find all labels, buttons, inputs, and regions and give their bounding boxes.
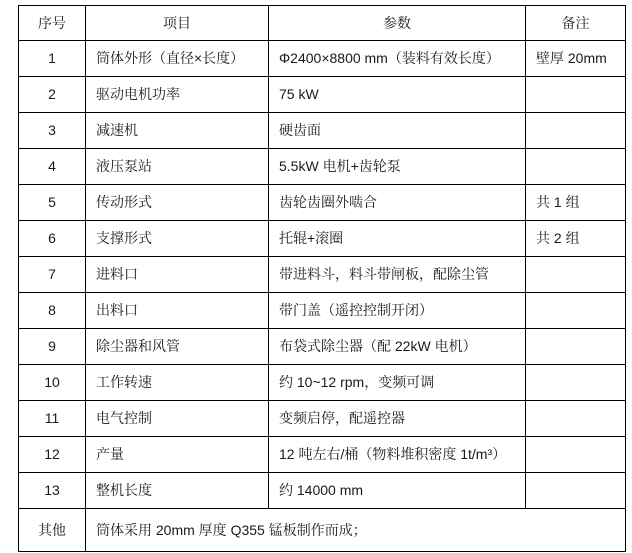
cell-param: 布袋式除尘器（配 22kW 电机） [269,329,526,365]
cell-note [526,113,626,149]
cell-param: 约 14000 mm [269,473,526,509]
cell-item: 液压泵站 [86,149,269,185]
cell-note: 壁厚 20mm [526,41,626,77]
cell-no: 9 [19,329,86,365]
cell-item: 出料口 [86,293,269,329]
spec-table-container [18,5,626,552]
cell-param: 带进料斗，料斗带闸板，配除尘管 [269,257,526,293]
cell-item: 除尘器和风管 [86,329,269,365]
cell-item: 电气控制 [86,401,269,437]
cell-item: 驱动电机功率 [86,77,269,113]
cell-note [526,401,626,437]
table-row [19,329,626,365]
header-cell-no: 序号 [19,6,86,41]
table-row [19,77,626,113]
cell-no: 8 [19,293,86,329]
spec-table [18,5,626,552]
footer-label-cell: 其他 [19,509,86,552]
cell-note [526,329,626,365]
cell-param: Φ2400×8800 mm（装料有效长度） [269,41,526,77]
cell-no: 2 [19,77,86,113]
cell-param: 托辊+滚圈 [269,221,526,257]
table-row [19,401,626,437]
cell-param: 5.5kW 电机+齿轮泵 [269,149,526,185]
table-row [19,365,626,401]
cell-param: 硬齿面 [269,113,526,149]
cell-no: 3 [19,113,86,149]
header-cell-item: 项目 [86,6,269,41]
cell-item: 产量 [86,437,269,473]
cell-param: 12 吨左右/桶（物料堆积密度 1t/m³） [269,437,526,473]
cell-note [526,149,626,185]
cell-item: 整机长度 [86,473,269,509]
table-row [19,113,626,149]
cell-note [526,473,626,509]
table-row [19,185,626,221]
cell-no: 7 [19,257,86,293]
cell-param: 带门盖（遥控控制开闭） [269,293,526,329]
table-row [19,221,626,257]
cell-item: 支撑形式 [86,221,269,257]
cell-item: 筒体外形（直径×长度） [86,41,269,77]
header-cell-param: 参数 [269,6,526,41]
cell-no: 10 [19,365,86,401]
table-row [19,257,626,293]
cell-note [526,437,626,473]
cell-no: 11 [19,401,86,437]
cell-param: 齿轮齿圈外啮合 [269,185,526,221]
table-row [19,437,626,473]
cell-note [526,365,626,401]
cell-param: 约 10~12 rpm，变频可调 [269,365,526,401]
cell-no: 12 [19,437,86,473]
header-cell-note: 备注 [526,6,626,41]
cell-note [526,293,626,329]
cell-no: 1 [19,41,86,77]
footer-text-cell: 筒体采用 20mm 厚度 Q355 锰板制作而成； [86,509,626,552]
cell-note [526,77,626,113]
cell-param: 变频启停，配遥控器 [269,401,526,437]
table-row [19,473,626,509]
cell-no: 4 [19,149,86,185]
table-row [19,293,626,329]
cell-param: 75 kW [269,77,526,113]
table-header-row [19,6,626,41]
table-row [19,41,626,77]
cell-no: 5 [19,185,86,221]
cell-note [526,257,626,293]
table-row [19,149,626,185]
cell-item: 工作转速 [86,365,269,401]
cell-item: 传动形式 [86,185,269,221]
cell-item: 进料口 [86,257,269,293]
cell-item: 减速机 [86,113,269,149]
cell-no: 13 [19,473,86,509]
table-footer-row [19,509,626,552]
cell-note: 共 1 组 [526,185,626,221]
cell-no: 6 [19,221,86,257]
cell-note: 共 2 组 [526,221,626,257]
